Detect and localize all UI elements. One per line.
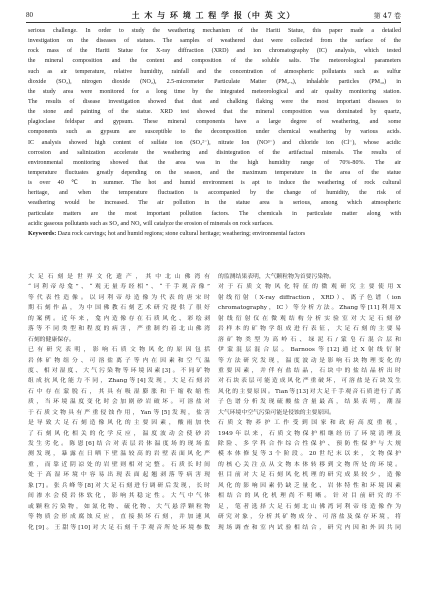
abstract-line: components such as gypsum are susceptible to the decomposition under chemical weathering by various acids. xyxy=(28,129,401,136)
body-line: 或颗粒污染物，如氮化物、硫化物、大气悬浮颗粒物 xyxy=(28,503,210,510)
body-line: 风化的主要原因。Tian等[13]对大足千手观音石质进行了离 xyxy=(218,388,401,395)
body-line: 除险、多学科合作综合性保护、预防性保护与大规 xyxy=(218,441,401,447)
body-line: 石质文物养护工作受到国家和政府高度重视， xyxy=(218,420,401,427)
body-line: 石刻的健康保存。 xyxy=(28,336,75,343)
body-column-right xyxy=(218,272,401,533)
abstract-line: temperature fluctuates greatly depending on the season, and the maximum temperature in the area of the statue xyxy=(28,169,401,176)
body-line: 发生劣化。陈恩[6]结合对表层岩体温度场的现场监 xyxy=(28,441,210,447)
running-header xyxy=(0,0,427,22)
body-line: 重要因素，并伴有盐结晶，石块中的盐结晶析出时 xyxy=(218,367,401,374)
body-line: 处于高湿环境中容易出现表面起翘剥落等病害现 xyxy=(28,472,210,479)
body-line: 是导致大足石刻造像风化的主要因素，酸雨加快 xyxy=(28,420,210,427)
abstract-line: environmental monitoring showed that the area was in the high humidity range of 70%-80%. The air xyxy=(28,159,401,166)
abstract-line: IC analysis showed high content of sulfate ion (SO₄²⁻), nitrate Ion (NO³⁻) and chloride ion (Cl⁻), whose acidic xyxy=(28,139,401,146)
abstract-line: dioxide (SO₂), nitrogen dioxide (NO₂), 2.5-micrometer Particulate Matter (PM₂.₅), inhalable particles (PM₁₀) in xyxy=(28,78,401,85)
body-line: 伊蒙混层混合层。Barnoos等[12]通过X射线衍射 xyxy=(218,347,401,354)
keywords-text: Dazu rock carvings; hot and humid regions; stone cultural heritage; weathering; environmental factors xyxy=(57,230,306,237)
body-line: 等方法研究发现，温度波动是影响石块物理变化的 xyxy=(218,357,401,364)
body-line: 足，笔者选择大足石刻北山佛湾诃利帝母造像作为 xyxy=(218,503,401,510)
body-line: 子色谱分析发现硫酸盐含量最高，结果表明，潮湿 xyxy=(218,399,401,406)
keywords-label: Keywords: xyxy=(28,230,57,237)
abstract-line: heritage, and when the temperature fluctuation is accompanied by the change of humidity, the risk of xyxy=(28,190,401,197)
keywords-line xyxy=(28,229,401,239)
body-line: 的监测结果表明，大气颗粒物为首要污染物。 xyxy=(218,274,335,280)
body-line: 模本体修复等3个阶段。20世纪末以来，文物保护 xyxy=(218,451,401,458)
english-abstract xyxy=(28,26,401,239)
abstract-line: is over 40 ℃ in summer. The hot and humid environment is apt to induce the weathering of rock cultural xyxy=(28,180,401,187)
body-line: 对于石质文物风化特征的微观研究主要使用X xyxy=(218,284,401,291)
volume-label: 第 47 卷 xyxy=(373,12,401,20)
body-line: 组成抗风化能力不同，Zhang等[4]发现，大足石刻岩 xyxy=(28,378,210,385)
abstract-line: the study area were monitored for a long time by the integrated meteorological and air quality monitoring station. xyxy=(28,88,401,95)
body-line: 但目前对大足石刻风化机理的研究成果较少，造像 xyxy=(218,472,401,479)
body-line: 了石刻风化相关的化学反应，温度波动会使砂岩 xyxy=(28,430,210,437)
abstract-line: acidic gaseous pollutants such as SO₂ and NO₂ will catalyze the erosion of minerals on rock surfaces. xyxy=(28,220,274,227)
abstract-line: plagioclase feldspar and gypsum. These mineral components have a large degree of weathering, and some xyxy=(28,119,401,126)
body-line: chromatography，IC）等分析方法。Zhang等[11]利用X xyxy=(218,305,401,312)
journal-title: 土 木 与 环 境 工 程 学 报（中 英 文） xyxy=(131,10,296,20)
body-line: 度、相对湿度、大气污染物等环境因素[3]。不同矿物 xyxy=(28,367,210,374)
abstract-line: The results of disease investigation showed that dust and chalking flaking were the most important diseases to xyxy=(28,98,401,105)
body-line: 等物质会形成腐蚀反应，直接损坏石刻，并加速风 xyxy=(28,514,210,521)
body-line: 风化的影响因素仍缺乏量化、岩体特性和环境因素 xyxy=(218,482,401,489)
body-line: 溶矿物类型为高岭石、绿泥石/蒙皂石混合层和 xyxy=(218,336,401,343)
body-line: 岩体矿物组分、可溶盐离子等内在因素和空气温 xyxy=(28,357,210,364)
abstract-line: rock mass of the Hariti Statue for X-ray diffraction (XRD) and ion chromatography (IC) analysis, which tested xyxy=(28,48,401,55)
abstract-line: the mineral composition and the content and composition of the soluble salts. The meteorological parameters xyxy=(28,58,401,65)
body-line: 间渗水会使岩体软化，影响其稳定性。大气中气体 xyxy=(28,493,210,500)
body-line: 岩样本的矿物学组成进行表征，大足石刻的主要易 xyxy=(218,326,401,333)
body-line: 的案例。近年来，龛内造像存在石质风化、彩绘剥 xyxy=(28,315,210,322)
abstract-line: corrosion and salinization accelerate the weathering and disintegration of the artifactual minerals. The results of xyxy=(28,149,401,156)
body-line: 于石质文物具有严重侵蚀作用，Yan等[5]发现，盐害 xyxy=(28,409,210,416)
body-line: 等代表性造像。以诃利帝母造像为代表的唐宋时 xyxy=(28,294,210,301)
header-rule xyxy=(26,22,401,23)
body-line: 大足石刻是世界文化遗产，其中北山佛湾有 xyxy=(28,274,210,280)
body-line: 象[7]。张兵峰等[8]对大足石刻进行调研后发现，长时 xyxy=(28,482,210,489)
body-line: 射线衍射仪在微观结构分析实验室对大足石刻砂 xyxy=(218,315,401,322)
body-line: 测发现，暴露在日晒下壁温较高的岩壁表面风化严 xyxy=(28,451,210,458)
body-line: 化[9]。王甜等[10]对大足石刻千手观音所处环境参数 xyxy=(28,524,210,531)
body-line: 1949年以来，石质文物保护相继经历了环境清理及 xyxy=(218,430,401,437)
abstract-line: weathering would be increased. The air pollution in the statue area is serious, among which atmospheric xyxy=(28,200,401,207)
body-line: 相结合的风化机理尚不明晰。针对目前研究的不 xyxy=(218,493,401,500)
body-line: “诃利帝母龛”、“观无量寿经相”、“千手观音像” xyxy=(28,284,210,291)
body-line: 现场调查和室内试验相结合，研究内因和外因共同 xyxy=(218,524,401,531)
abstract-line: investigation on the diseases of statues. The samples of weathered dust were collected from the surface of the xyxy=(28,38,401,45)
abstract-line: the stone and painting of the statue. XRD test showed that the mineral composition was dominated by quartz, xyxy=(28,109,401,116)
body-line: 期石刻作品，为中国佛教石刻艺术研究提供了很好 xyxy=(28,305,210,312)
abstract-line: such as air temperature, relative humidity, rainfall and the concentration of atmospheric pollutants such as sulfur xyxy=(28,68,401,75)
abstract-line: particulate matters are the most important pollution factors. The chemicals in particulate matter along with xyxy=(28,210,401,217)
body-line: 落等不同类型和程度的病害，严重制约着北山佛湾 xyxy=(28,326,210,333)
page-number: 80 xyxy=(26,11,33,19)
body-line: 石中存在蒙脱石，其具有吸湿膨胀和干缩收缩性 xyxy=(28,388,210,395)
body-line: 射线衍射（X-ray diffraction，XRD）、离子色谱（ion xyxy=(218,294,401,301)
body-line: 的核心关注点从文物本体转移到文物所处的环境。 xyxy=(218,461,401,468)
body-column-left xyxy=(28,272,210,533)
abstract-line: serious challenge. In order to study the weathering mechanism of the Hariti Statue, this paper made a detailed xyxy=(28,28,401,34)
body-line: 对石块表层可能造成风化严重破坏，可溶盐是石块发生 xyxy=(218,378,401,385)
body-line: 质，当环境温度变化时会加剧砂岩破坏。可溶盐对 xyxy=(28,399,210,406)
body-line: 研究对象，分析其矿物成分、可溶盐及保存环境，将 xyxy=(218,514,401,521)
body-line: 大气环境中空气污染可能是侵蚀的主要原因。 xyxy=(218,409,335,416)
body-line: 重，而靠近阴凉处的岩壁则相对完整。石质长时间 xyxy=(28,461,210,468)
body-line: 已有研究表明，影响石质文物风化的原因包括 xyxy=(28,347,210,354)
